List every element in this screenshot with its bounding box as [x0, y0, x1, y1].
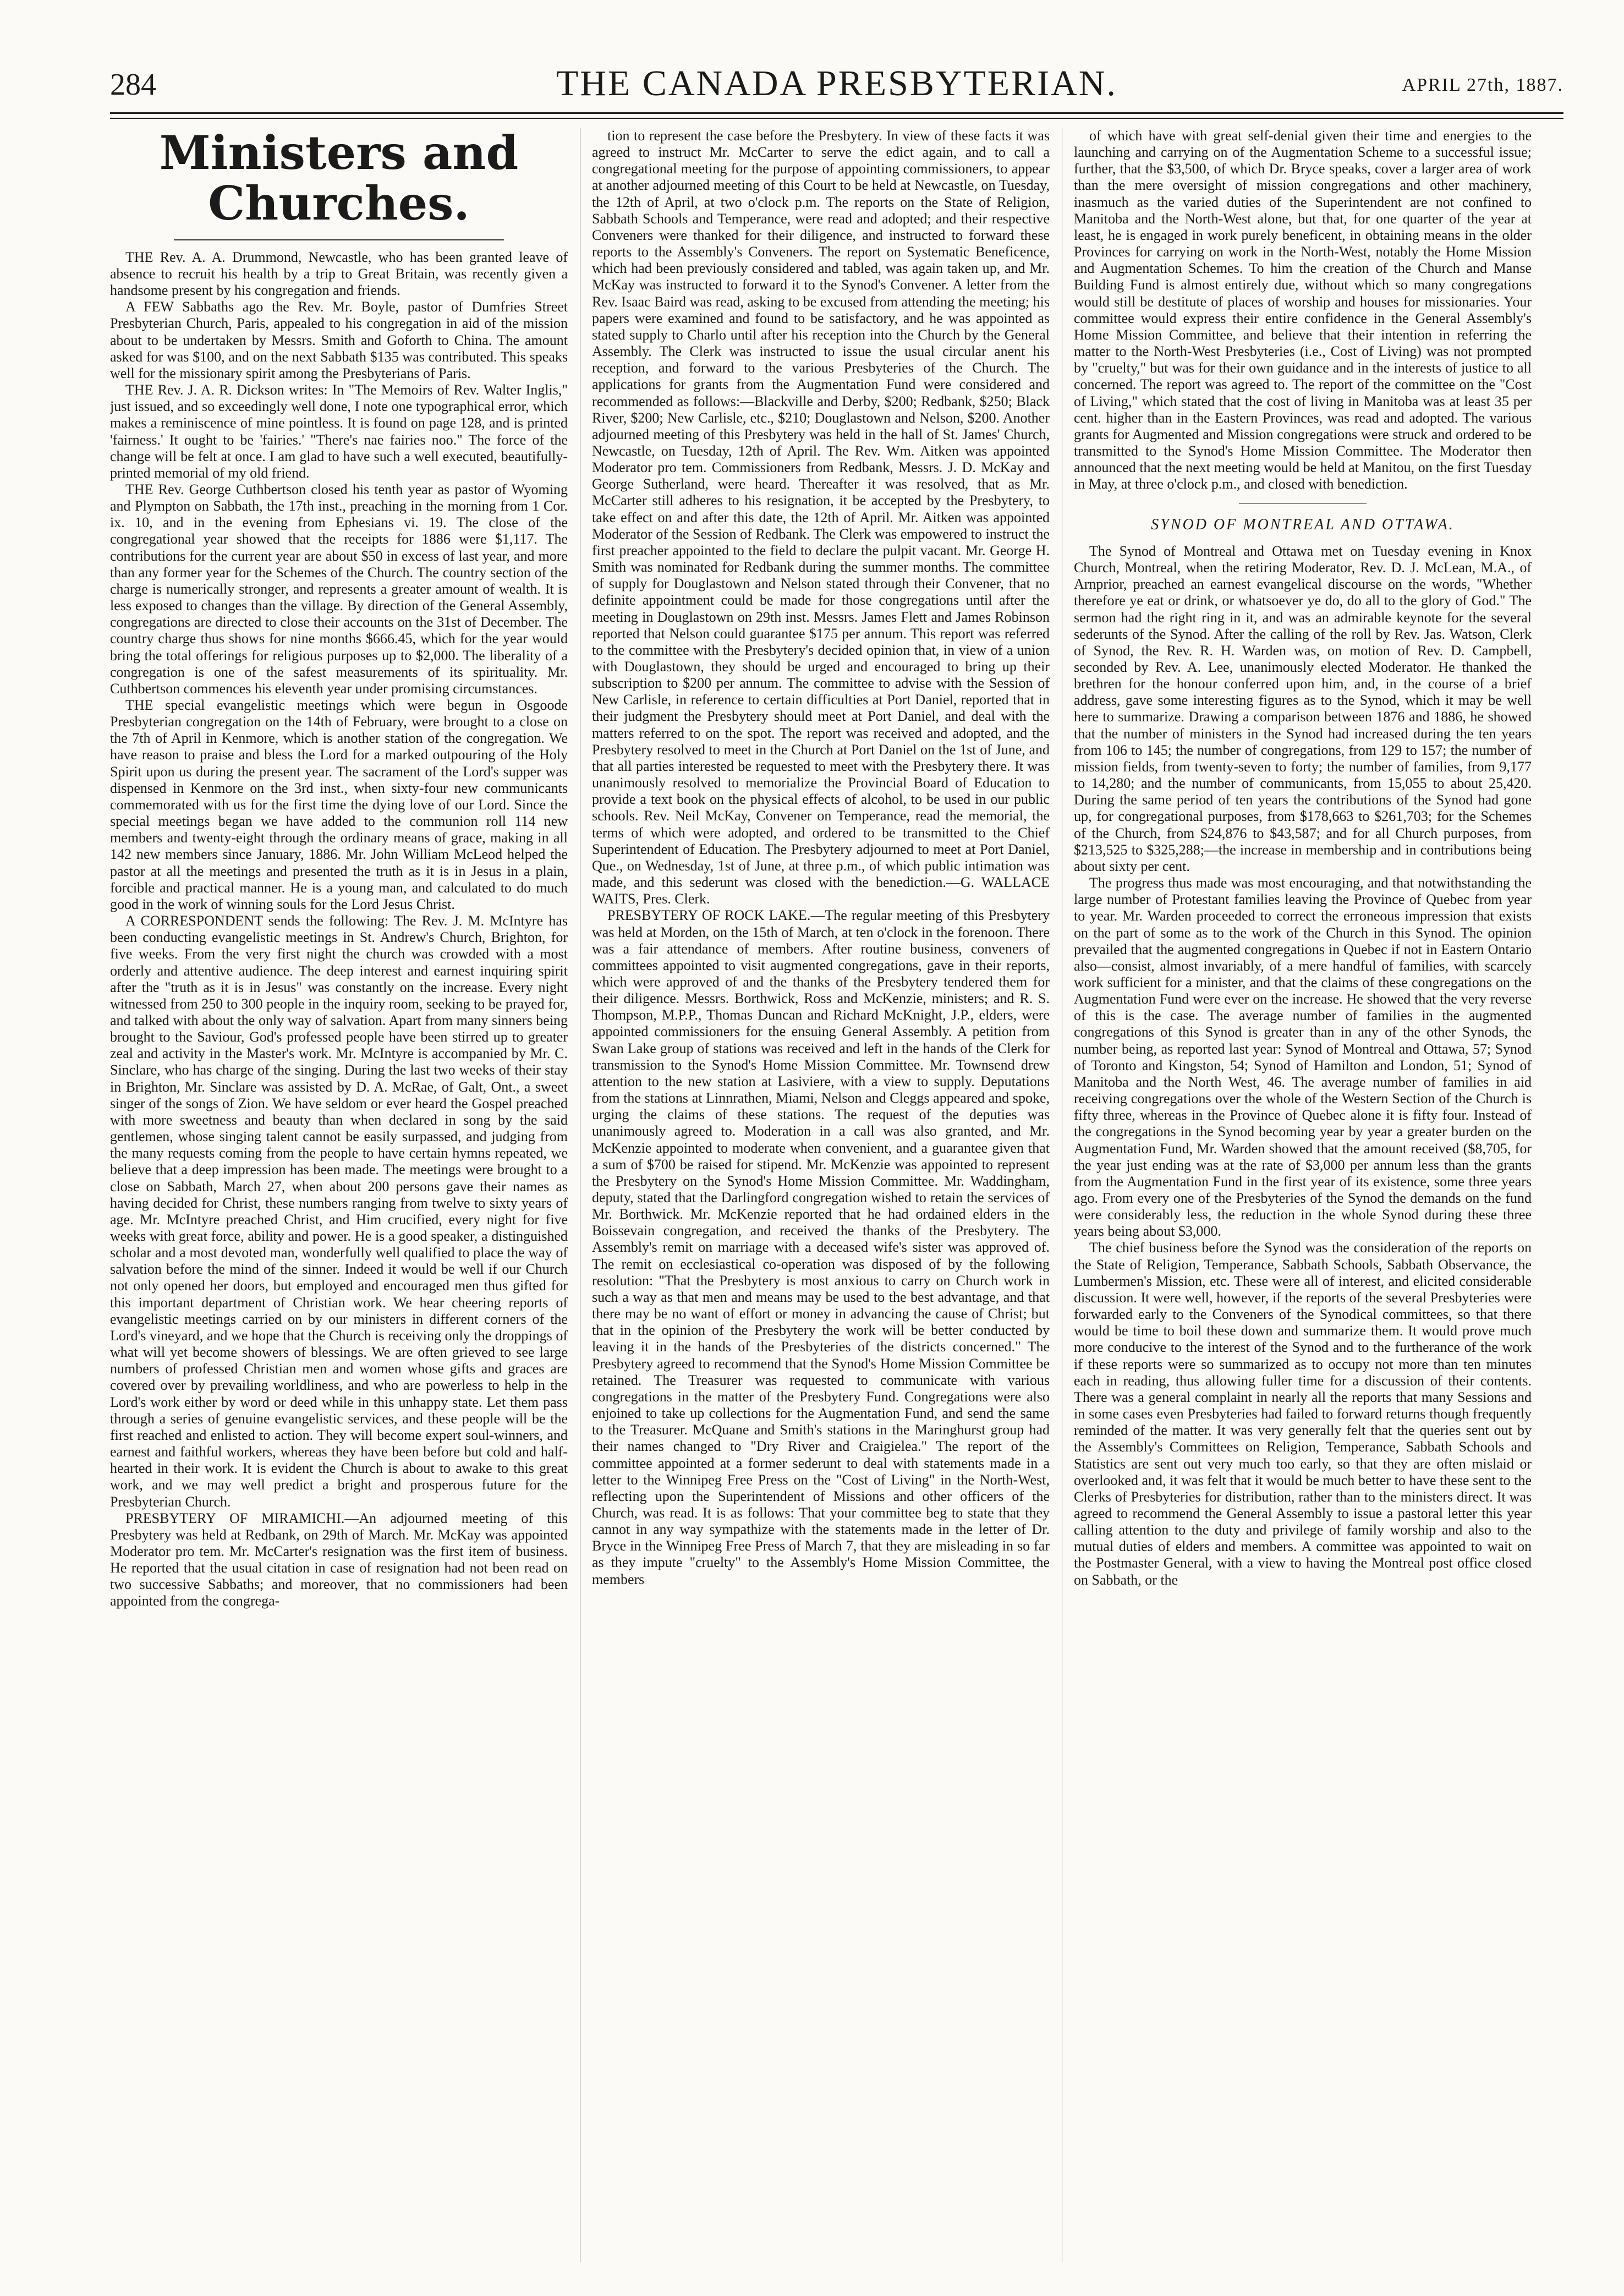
section-rule [1239, 503, 1367, 504]
article-paragraph: PRESBYTERY OF MIRAMICHI.—An adjourned meeting of this Presbytery was held at Redbank, on 29th of March. Mr. McKay was appointed Moderator pro tem. Mr. McCarter's resignation was the first item of business. He reported that the usual citation in case of resignation had not been read on two successive Sabbaths; and moreover, that no commissioners had been appointed from the congrega- [110, 1510, 568, 1609]
article-paragraph: PRESBYTERY OF ROCK LAKE.—The regular meeting of this Presbytery was held at Morden, on the 15th of March, at ten o'clock in the forenoon. There was a fair attendance of members. After routine business, conveners of committees appointed to visit augmented congregations, gave in their reports, which were approved of and the thanks of the Presbytery tendered them for their diligence. Messrs. Borthwick, Ross and McKenzie, ministers; and R. S. Thompson, M.P.P., Thomas Duncan and Richard McKnight, J.P., elders, were appointed commissioners for the ensuing General Assembly. A petition from Swan Lake group of stations was received and left in the hands of the Clerk for transmission to the Synod's Home Mission Committee. Mr. Townsend drew attention to the new station at Lasiviere, with a view to supply. Deputations from the stations at Linnrathen, Miami, Nelson and Cleggs appeared and spoke, urging the claims of these stations. The request of the deputies was unanimously agreed to. Moderation in a call was also granted, and Mr. McKenzie appointed to moderate when convenient, and a guarantee given that a sum of $700 be raised for stipend. Mr. McKenzie was appointed to represent the Presbytery on the Synod's Home Mission Committee. Mr. Waddingham, deputy, stated that the Darlingford congregation wished to retain the services of Mr. Borthwick. Mr. McKenzie reported that he had ordained elders in the Boissevain congregation, and received the thanks of the Presbytery. The Assembly's remit on marriage with a deceased wife's sister was approved of. The remit on ecclesiastical co-operation was disposed of by the following resolution: "That the Presbytery is most anxious to carry on Church work in such a way as that men and means may be used to the best advantage, and that there may be no want of effort or money in advancing the cause of Christ; but that in the opinion of the Presbytery the work will be better conducted by leaving it in the hands of the Presbyteries of the districts concerned." The Presbytery agreed to recommend that the Synod's Home Mission Committee be retained. The Treasurer was requested to communicate with various congregations in the matter of the Presbytery Fund. Congregations were also enjoined to take up collections for the Augmentation Fund, and send the same to the Treasurer. McQuane and Smith's stations in the Maringhurst group had their names changed to "Dry River and Craigielea." The report of the committee appointed at a former sederunt to deal with statements made in a letter to the Winnipeg Free Press on the "Cost of Living" in the North-West, reflecting upon the Superintendent of Missions and other officers of the Church, was read. It is as follows: That your committee beg to state that they cannot in any way sympathize with the statements made in the letter of Dr. Bryce in the Winnipeg Free Press of March 7, that they are misleading in so far as they impute "cruelty" to the Assembly's Home Mission Committee, the members [592, 907, 1050, 1587]
journal-title: THE CANADA PRESBYTERIAN. [556, 63, 1117, 103]
article-paragraph: THE Rev. J. A. R. Dickson writes: In "The Memoirs of Rev. Walter Inglis," just issued, and so exceedingly well done, I note one typographical error, which makes a reminiscence of mine pointless. It is found on page 128, and is printed 'fairness.' It ought to be 'fairies.' "There's nae fairies noo." The force of the change will be felt at once. I am glad to have such a well executed, beautifully-printed memorial of my old friend. [110, 382, 568, 481]
synod-subheading: SYNOD OF MONTREAL AND OTTAWA. [1151, 516, 1455, 534]
column-3 [1074, 128, 1532, 2267]
page-number: 284 [110, 68, 156, 102]
article-paragraph: The progress thus made was most encouraging, and that notwithstanding the large number of Protestant families leaving the Province of Quebec from year to year. Mr. Warden proceeded to correct the erroneous impression that exists on the part of some as to the work of the Church in this Synod. The opinion prevailed that the augmented congregations in Quebec if not in Eastern Ontario also—consist, almost invariably, of a mere handful of families, with scarcely work sufficient for a minister, and that the claims of these congregations on the Augmentation Fund were ever on the increase. He showed that the very reverse of this is the case. The average number of families in the augmented congregations of this Synod is greater than in any of the other Synods, the number being, as reported last year: Synod of Montreal and Ottawa, 57; Synod of Toronto and Kingston, 54; Synod of Hamilton and London, 51; Synod of Manitoba and the North West, 46. The average number of families in aid receiving congregations over the whole of the Western Section of the Church is fifty three, whereas in the Province of Quebec alone it is fifty four. Instead of the congregations in the Synod becoming year by year a greater burden on the Augmentation Fund, Mr. Warden showed that the amount received ($8,705, for the year just ending was at the rate of $3,000 per annum less than the grants from the Augmentation Fund in the first year of its existence, some three years ago. From every one of the Presbyteries of the Synod the demands on the fund were considerably less, the reduction in the whole Synod during these three years being about $3,000. [1074, 875, 1532, 1240]
section-heading: Ministers and Churches. [159, 128, 519, 231]
heading-rule [174, 239, 503, 240]
article-paragraph: A CORRESPONDENT sends the following: The Rev. J. M. McIntyre has been conducting evangelistic meetings in St. Andrew's Church, Brighton, for five weeks. From the very first night the church was crowded with a most orderly and attentive audience. The deep interest and earnest inquiring spirit after the "truth as it is in Jesus" was constantly on the increase. Every night witnessed from 250 to 300 people in the inquiry room, seeking to be prayed for, and talked with about the only way of salvation. Apart from many sinners being brought to the Saviour, God's professed people have been stirred up to greater zeal and activity in the Master's work. Mr. McIntyre is accompanied by Mr. C. Sinclare, who has charge of the singing. During the last two weeks of their stay in Brighton, Mr. Sinclare was assisted by D. A. McRae, of Galt, Ont., a sweet singer of the songs of Zion. We have seldom or ever heard the Gospel preached with more sweetness and beauty than when declared in song by the said gentlemen, whose singing talent cannot be easily surpassed, and judging from the many requests coming from the people to have certain hymns repeated, we believe that a deep impression has been made. The meetings were brought to a close on Sabbath, March 27, when about 200 persons gave their names as having decided for Christ, these numbers ranging from twelve to sixty years of age. Mr. McIntyre preached Christ, and Him crucified, every night for five weeks with great force, ability and power. He is a good speaker, a distinguished scholar and a most devoted man, wonderfully well qualified to place the way of salvation before the mind of the sinner. Indeed it would be well if our Church not only opened her doors, but employed and encouraged men thus gifted for this important department of Christian work. We hear cheering reports of evangelistic meetings carried on by our ministers in different corners of the Lord's vineyard, and we hope that the Church is receiving only the droppings of what will yet become showers of blessings. We are often grieved to see large numbers of professed Christian men and women whose gifts and graces are covered over by prevailing worldliness, and who are powerless to help in the Lord's work either by word or deed while in this unhappy state. Let them pass through a series of genuine evangelistic services, and these people will be the first reached and enlisted to action. They will become expert soul-winners, and earnest and faithful workers, whereas they have been before but cold and half-hearted in their work. It is evident the Church is about to awake to this great work, and we may well predict a bright and prosperous future for the Presbyterian Church. [110, 913, 568, 1510]
issue-date: APRIL 27th, 1887. [1402, 75, 1563, 95]
article-paragraph: THE Rev. George Cuthbertson closed his tenth year as pastor of Wyoming and Plympton on Sabbath, the 17th inst., preaching in the morning from 1 Cor. ix. 10, and in the evening from Ephesians vi. 19. The close of the congregational year showed that the receipts for 1886 were $1,117. The contributions for the current year are about $50 in excess of last year, and more than any former year for the Schemes of the Church. The country section of the charge is numerically stronger, and represents a greater amount of wealth. It is less exposed to changes than the village. By direction of the General Assembly, congregations are directed to close their accounts on the 31st of December. The country charge thus shows for nine months $666.45, which for the year would bring the total offerings for religious purposes up to $2,000. The liberality of a congregation is one of the safest measurements of its spirituality. Mr. Cuthbertson commences his eleventh year under promising circumstances. [110, 481, 568, 697]
header-rule-top [110, 112, 1563, 114]
column-1 [110, 128, 568, 2267]
article-paragraph: The chief business before the Synod was the consideration of the reports on the State of Religion, Temperance, Sabbath Schools, Sabbath Observance, the Lumbermen's Mission, etc. These were all of interest, and elicited considerable discussion. It were well, however, if the reports of the several Presbyteries were forwarded early to the Conveners of the Synodical committees, so that there would be time to boil these down and summarize them. It would prove much more conducive to the interest of the Synod and to the furtherance of the work if these reports were so summarized as to occupy not more than ten minutes each in reading, thus allowing fuller time for a discussion of their contents. There was a general complaint in nearly all the reports that many Sessions and in some cases even Presbyteries had failed to forward returns though frequently reminded of the matter. It was very generally felt that the queries sent out by the Assembly's Committees on Religion, Temperance, Sabbath Schools and Statistics are sent out very much too early, so that they are often mislaid or overlooked and, it was felt that it would be much better to have these sent to the Clerks of Presbyteries for distribution, rather than to the ministers direct. It was agreed to recommend the General Assembly to issue a pastoral letter this year calling attention to the duty and privilege of family worship and also to the mutual duties of elders and members. A committee was appointed to wait on the Postmaster General, with a view to having the Montreal post office closed on Sabbath, or the [1074, 1240, 1532, 1588]
article-paragraph: The Synod of Montreal and Ottawa met on Tuesday evening in Knox Church, Montreal, when the retiring Moderator, Rev. D. J. McLean, M.A., of Arnprior, preached an earnest evangelical discourse on the words, "Whether therefore ye eat or drink, or whatsoever ye do, do all to the glory of God." The sermon had the right ring in it, and was an admirable keynote for the several sederunts of the Synod. After the calling of the roll by Rev. Jas. Watson, Clerk of Synod, the Rev. R. H. Warden was, on motion of Rev. D. Campbell, seconded by Rev. A. Lee, unanimously elected Moderator. He thanked the brethren for the honour conferred upon him, and, in the course of a brief address, gave some interesting figures as to the Synod, which it may be well here to summarize. Drawing a comparison between 1876 and 1886, he showed that the number of ministers in the Synod had increased during the ten years from 106 to 145; the number of congregations, from 129 to 157; the number of mission fields, from twenty-seven to forty; the number of families, from 9,177 to 14,280; and the number of communicants, from 15,055 to about 25,420. During the same period of ten years the contributions of the Synod had gone up, for congregational purposes, from $178,663 to $261,703; for the Schemes of the Church, from $24,876 to $43,587; and for all Church purposes, from $213,525 to $325,288;—the increase in membership and in contributions being about sixty per cent. [1074, 543, 1532, 874]
article-paragraph: A FEW Sabbaths ago the Rev. Mr. Boyle, pastor of Dumfries Street Presbyterian Church, Paris, appealed to his congregation in aid of the mission about to be undertaken by Messrs. Smith and Goforth to China. The amount asked for was $100, and on the next Sabbath $135 was contributed. This speaks well for the missionary spirit among the Presbyterians of Paris. [110, 299, 568, 381]
running-head [110, 59, 1563, 107]
article-paragraph: THE Rev. A. A. Drummond, Newcastle, who has been granted leave of absence to recruit his health by a trip to Great Britain, was recently given a handsome present by his congregation and friends. [110, 249, 568, 299]
article-paragraph: THE special evangelistic meetings which were begun in Osgoode Presbyterian congregation on the 14th of February, were brought to a close on the 7th of April in Kenmore, which is another station of the congregation. We have reason to praise and bless the Lord for a marked outpouring of the Holy Spirit upon us during the present year. The sacrament of the Lord's supper was dispensed in Kenmore on the 3rd inst., when sixty-four new communicants commemorated with us for the first time the dying love of our Lord. Since the special meetings began we have added to the communion roll 114 new members and twenty-eight through the ordinary means of grace, making in all 142 new members since January, 1886. Mr. John William McLeod helped the pastor at all the meetings and presented the truth as it is in Jesus in a plain, forcible and practical manner. He is a young man, and calculated to do much good in the work of winning souls for the Lord Jesus Christ. [110, 697, 568, 912]
header-rule-bottom [110, 118, 1563, 119]
column-2 [592, 128, 1050, 2267]
article-paragraph: tion to represent the case before the Presbytery. In view of these facts it was agreed to instruct Mr. McCarter to serve the edict again, and to call a congregational meeting for the purpose of appointing commissioners, to appear at another adjourned meeting of this Court to be held at Newcastle, on Tuesday, the 12th of April, at two o'clock p.m. The reports on the State of Religion, Sabbath Schools and Temperance, were read and adopted; and their respective Conveners were thanked for their diligence, and instructed to forward these reports to the Assembly's Conveners. The report on Systematic Beneficence, which had been previously considered and tabled, was again taken up, and Mr. McKay was instructed to forward it to the Synod's Convener. A letter from the Rev. Isaac Baird was read, asking to be excused from attending the meeting; his papers were examined and found to be satisfactory, and he was appointed as stated supply to Charlo until after his reception into the Church by the General Assembly. The Clerk was instructed to issue the usual circular anent his reception, and forward to the various Presbyteries of the Church. The applications for grants from the Augmentation Fund were considered and recommended as follows:—Blackville and Derby, $200; Redbank, $250; Black River, $200; New Carlisle, etc., $210; Douglastown and Nelson, $200. Another adjourned meeting of this Presbytery was held in the hall of St. James' Church, Newcastle, on Tuesday, 12th of April. The Rev. Wm. Aitken was appointed Moderator pro tem. Commissioners from Redbank, Messrs. J. D. McKay and George Sutherland, were heard. Thereafter it was resolved, that as Mr. McCarter still adheres to his resignation, it be accepted by the Presbytery, to take effect on and after this date, the 12th of April. Mr. Aitken was appointed Moderator of the Session of Redbank. The Clerk was empowered to instruct the first preacher appointed to the field to declare the pulpit vacant. Mr. George H. Smith was nominated for Redbank during the summer months. The committee of supply for Douglastown and Nelson stated through their Convener, that no definite appointment could be made for those congregations until after the meeting in Douglastown on 29th inst. Messrs. James Flett and James Robinson reported that Nelson could guarantee $175 per annum. This report was referred to the committee with the Presbytery's decided opinion that, in view of a union with Douglastown, they should be urged and encouraged to bring up their subscription to $200 per annum. The committee to advise with the Session of New Carlisle, in reference to certain difficulties at Port Daniel, reported that in their judgment the Presbytery should meet at Port Daniel, and deal with the matters referred to on the spot. The report was received and adopted, and the Presbytery resolved to meet in the Church at Port Daniel on the 1st of June, and that all parties interested be requested to meet with the Presbytery there. It was unanimously resolved to memorialize the Provincial Board of Education to provide a text book on the physical effects of alcohol, to be used in our public schools. Rev. Neil McKay, Convener on Temperance, read the memorial, the terms of which were adopted, and ordered to be transmitted to the Chief Superintendent of Education. The Presbytery adjourned to meet at Port Daniel, Que., on Wednesday, 1st of June, at three p.m., of which public intimation was made, and this sederunt was closed with the benediction.—G. WALLACE WAITS, Pres. Clerk. [592, 128, 1050, 907]
article-paragraph: of which have with great self-denial given their time and energies to the launching and carrying on of the Augmentation Scheme to a successful issue; further, that the $3,500, of which Dr. Bryce speaks, cover a larger area of work than the mere oversight of mission congregations and other machinery, inasmuch as the varied duties of the Superintendent are not confined to Manitoba and the North-West alone, but that, for one quarter of the year at least, he is engaged in work purely beneficent, in obtaining means in the older Provinces for carrying on work in the North-West, notably the Home Mission and Augmentation Schemes. To him the creation of the Church and Manse Building Fund is almost entirely due, without which so many congregations would still be destitute of places of worship and houses for missionaries. Your committee would express their entire confidence in the General Assembly's Home Mission Committee, and believe that their intention in referring the matter to the North-West Presbyteries (i.e., Cost of Living) was not prompted by "cruelty," but was for their own guidance and in the interests of justice to all concerned. The report was agreed to. The report of the committee on the "Cost of Living," which stated that the cost of living in Manitoba was at least 35 per cent. higher than in the Eastern Provinces, was read and adopted. The various grants for Augmented and Mission congregations were struck and ordered to be transmitted to the Synod's Home Mission Committee. The Moderator then announced that the next meeting would be held at Manitou, on the first Tuesday in May, at three o'clock p.m., and closed with benediction. [1074, 128, 1532, 492]
